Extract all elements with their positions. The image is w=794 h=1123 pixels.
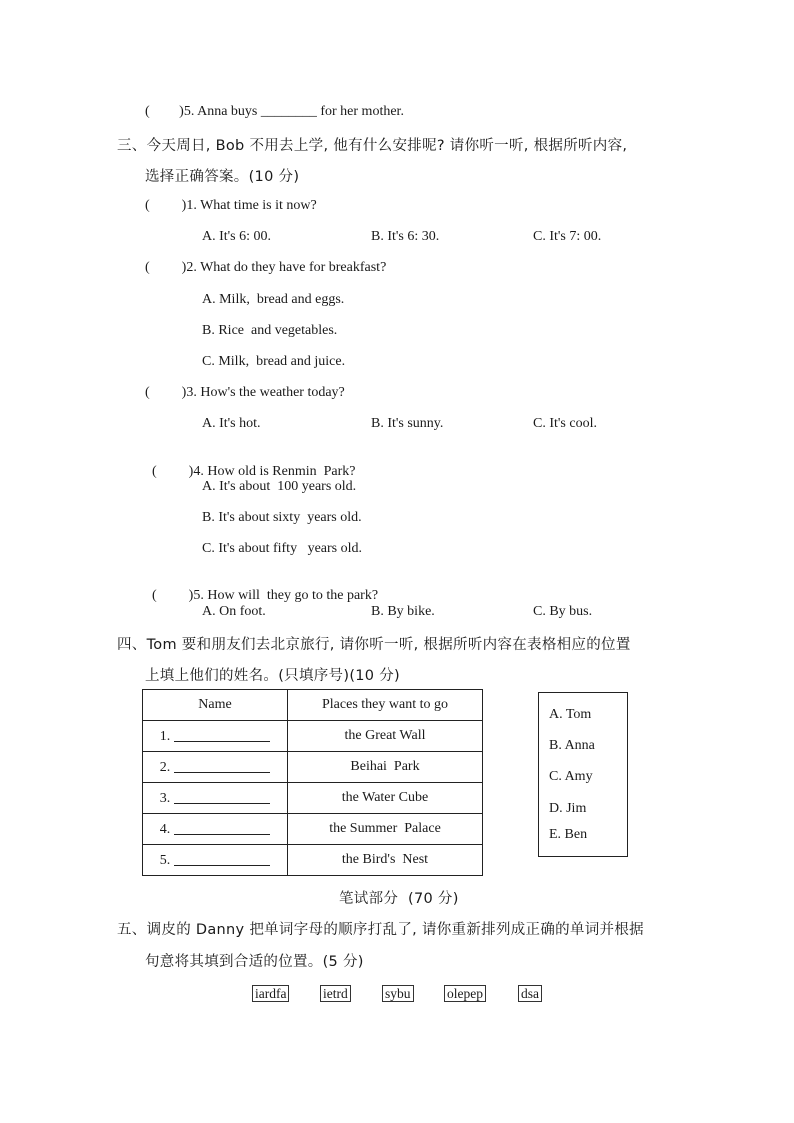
question-text: for her mother. [320, 104, 404, 119]
name-cell[interactable] [143, 721, 288, 752]
question-text: How old is Renmin Park? [207, 464, 356, 479]
option-c: C. By bus. [533, 604, 593, 619]
section-heading-cont: 句意将其填到合适的位置。(5 分) [145, 954, 364, 970]
choice-item: B. Anna [549, 738, 595, 753]
table-row [143, 814, 483, 845]
name-choices-box [538, 692, 628, 857]
option-c: C. It's 7: 00. [533, 229, 602, 244]
name-blank[interactable] [174, 820, 270, 835]
question-line [145, 198, 317, 214]
row-number: 4. [159, 822, 171, 837]
question-number: )4. [188, 464, 204, 479]
question-line [145, 448, 356, 480]
section-heading: 四、Tom 要和朋友们去北京旅行, 请你听一听, 根据所听内容在表格相应的位置 [117, 637, 631, 653]
names-table [142, 689, 483, 876]
scrambled-word: ietrd [320, 985, 351, 1002]
section-heading-cont: 上填上他们的姓名。(只填序号)(10 分) [145, 668, 400, 684]
scrambled-word: sybu [382, 985, 414, 1002]
option-c: C. It's about fifty years old. [202, 541, 362, 556]
name-blank[interactable] [174, 758, 270, 773]
row-number: 2. [159, 760, 171, 775]
option-b: B. It's 6: 30. [371, 229, 440, 244]
table-header-places: Places they want to go [288, 690, 483, 721]
choice-item: C. Amy [549, 769, 593, 784]
question-number: )2. [181, 260, 197, 275]
question-line [145, 260, 386, 276]
table-row [143, 845, 483, 876]
question-text: What do they have for breakfast? [200, 260, 387, 275]
question-line [145, 104, 404, 120]
question-text: How's the weather today? [200, 385, 345, 400]
answer-paren: ( [145, 104, 150, 119]
place-cell: the Summer Palace [288, 814, 483, 845]
question-number: )5. [188, 588, 204, 603]
option-a: A. It's hot. [202, 416, 261, 431]
name-cell[interactable] [143, 752, 288, 783]
answer-paren: ( [152, 464, 157, 479]
question-text: How will they go to the park? [207, 588, 379, 603]
option-a: A. It's 6: 00. [202, 229, 272, 244]
place-cell: the Bird's Nest [288, 845, 483, 876]
section-heading: 三、今天周日, Bob 不用去上学, 他有什么安排呢? 请你听一听, 根据所听内容, [117, 138, 628, 154]
name-blank[interactable] [174, 727, 270, 742]
answer-blank: ________ [260, 104, 317, 119]
option-b: B. By bike. [371, 604, 435, 619]
question-text: Anna buys [197, 104, 258, 119]
name-cell[interactable] [143, 845, 288, 876]
option-a: A. Milk, bread and eggs. [202, 292, 345, 307]
answer-paren: ( [145, 260, 150, 275]
choice-item: A. Tom [549, 707, 592, 722]
option-b: B. It's about sixty years old. [202, 510, 362, 525]
place-cell: the Great Wall [288, 721, 483, 752]
question-number: )3. [181, 385, 197, 400]
row-number: 5. [159, 853, 171, 868]
name-cell[interactable] [143, 814, 288, 845]
written-part-title: 笔试部分 (70 分) [339, 891, 459, 907]
question-text: What time is it now? [200, 198, 317, 213]
answer-paren: ( [145, 385, 150, 400]
question-number: )1. [181, 198, 197, 213]
choice-item: E. Ben [549, 827, 588, 842]
place-cell: Beihai Park [288, 752, 483, 783]
question-number: )5. [179, 104, 195, 119]
table-row [143, 752, 483, 783]
table-row [143, 721, 483, 752]
name-cell[interactable] [143, 783, 288, 814]
section-heading: 五、调皮的 Danny 把单词字母的顺序打乱了, 请你重新排列成正确的单词并根据 [117, 922, 644, 938]
section-heading-cont: 选择正确答案。(10 分) [145, 169, 300, 185]
answer-paren: ( [152, 588, 157, 603]
option-a: A. On foot. [202, 604, 266, 619]
answer-paren: ( [145, 198, 150, 213]
table-header-name: Name [143, 690, 288, 721]
question-line [145, 385, 345, 401]
scrambled-word: olepep [444, 985, 486, 1002]
scrambled-word: iardfa [252, 985, 289, 1002]
option-a: A. It's about 100 years old. [202, 479, 357, 494]
name-blank[interactable] [174, 789, 270, 804]
choice-item: D. Jim [549, 801, 587, 816]
table-row [143, 783, 483, 814]
option-b: B. It's sunny. [371, 416, 444, 431]
scrambled-word: dsa [518, 985, 542, 1002]
option-b: B. Rice and vegetables. [202, 323, 338, 338]
table-header-row [143, 690, 483, 721]
option-c: C. It's cool. [533, 416, 597, 431]
place-cell: the Water Cube [288, 783, 483, 814]
question-line [145, 572, 378, 604]
row-number: 1. [159, 729, 171, 744]
row-number: 3. [159, 791, 171, 806]
name-blank[interactable] [174, 851, 270, 866]
option-c: C. Milk, bread and juice. [202, 354, 346, 369]
